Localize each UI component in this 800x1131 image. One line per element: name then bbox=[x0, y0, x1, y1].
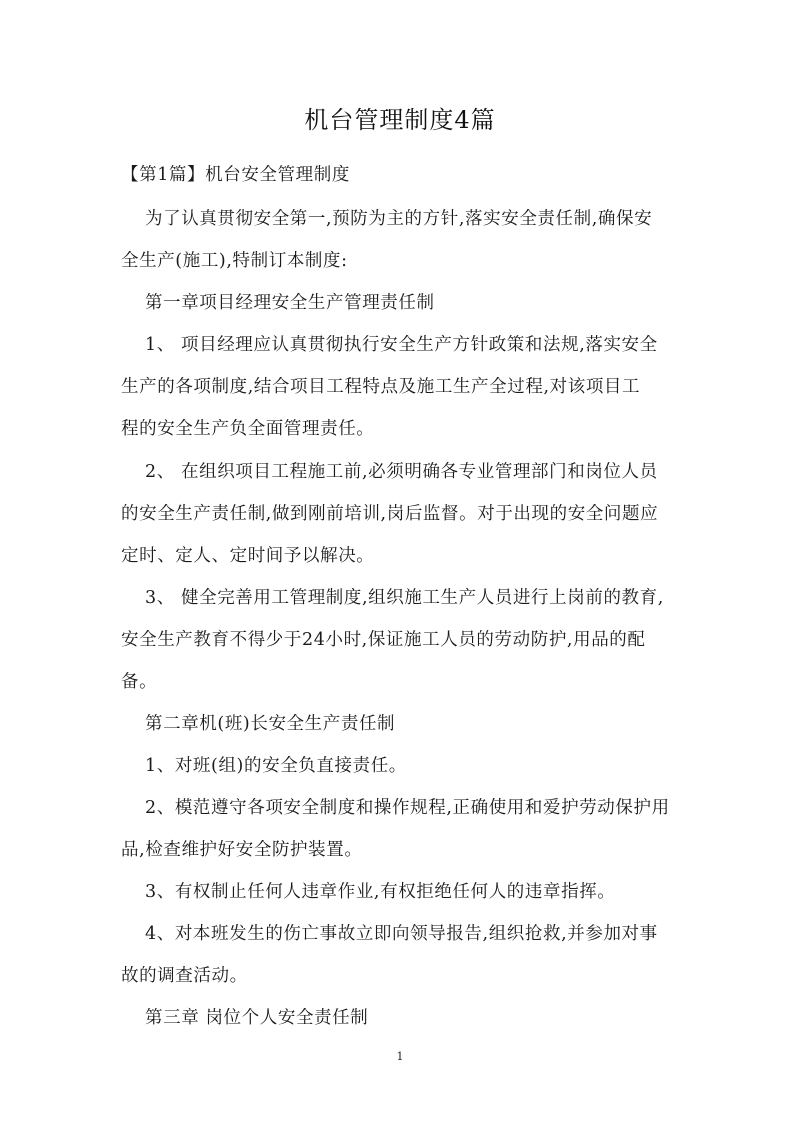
paragraph-line: 定时、定人、定时间予以解决。 bbox=[121, 546, 375, 566]
paragraph-line: 为了认真贯彻安全第一,预防为主的方针,落实安全责任制,确保安 bbox=[145, 209, 653, 229]
document-title: 机台管理制度4篇 bbox=[304, 106, 496, 134]
paragraph-line: 1、 项目经理应认真贯彻执行安全生产方针政策和法规,落实安全 bbox=[145, 335, 658, 355]
paragraph-line: 备。 bbox=[121, 672, 158, 692]
paragraph-line: 故的调查活动。 bbox=[121, 966, 248, 986]
paragraph-line: 程的安全生产负全面管理责任。 bbox=[121, 419, 375, 439]
paragraph-line: 3、 健全完善用工管理制度,组织施工生产人员进行上岗前的教育, bbox=[145, 588, 664, 608]
paragraph-line: 品,检查维护好安全防护装置。 bbox=[121, 840, 363, 860]
chapter-heading: 第一章项目经理安全生产管理责任制 bbox=[145, 293, 435, 313]
paragraph-line: 3、有权制止任何人违章作业,有权拒绝任何人的违章指挥。 bbox=[145, 882, 616, 902]
chapter-heading: 第三章 岗位个人安全责任制 bbox=[145, 1008, 369, 1028]
paragraph-line: 1、对班(组)的安全负直接责任。 bbox=[145, 756, 407, 776]
paragraph-line: 2、 在组织项目工程施工前,必须明确各专业管理部门和岗位人员 bbox=[145, 462, 658, 482]
page-number: 1 bbox=[396, 1050, 404, 1063]
paragraph-line: 生产的各项制度,结合项目工程特点及施工生产全过程,对该项目工 bbox=[121, 377, 641, 397]
paragraph-line: 安全生产教育不得少于24小时,保证施工人员的劳动防护,用品的配 bbox=[121, 630, 646, 650]
paragraph-line: 全生产(施工),特制订本制度: bbox=[121, 251, 348, 271]
chapter-heading: 第二章机(班)长安全生产责任制 bbox=[145, 714, 396, 734]
paragraph-line: 的安全生产责任制,做到刚前培训,岗后监督。对于出现的安全问题应 bbox=[121, 504, 659, 524]
paragraph-line: 2、模范遵守各项安全制度和操作规程,正确使用和爱护劳动保护用 bbox=[145, 798, 670, 818]
section-heading: 【第1篇】机台安全管理制度 bbox=[121, 165, 350, 185]
paragraph-line: 4、对本班发生的伤亡事故立即向领导报告,组织抢救,并参加对事 bbox=[145, 924, 658, 944]
